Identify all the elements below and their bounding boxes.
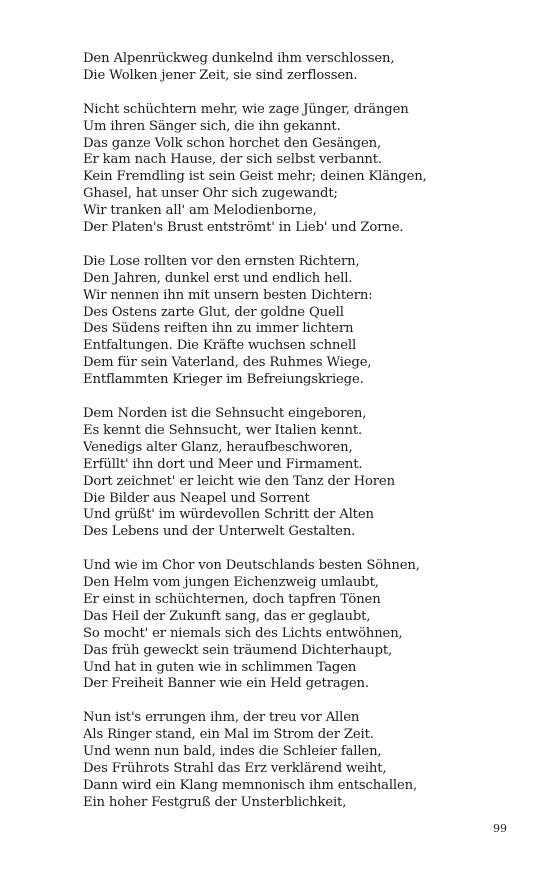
verse-line: Des Frührots Strahl das Erz verklärend weiht, bbox=[83, 760, 387, 776]
poem-text bbox=[83, 51, 523, 812]
verse-line: Dem für sein Vaterland, des Ruhmes Wiege, bbox=[83, 355, 372, 371]
verse-line: Er einst in schüchternen, doch tapfren Tönen bbox=[83, 591, 381, 607]
verse-line: Das ganze Volk schon horchet den Gesängen, bbox=[83, 135, 381, 151]
stanza bbox=[83, 51, 523, 85]
verse-line: Das früh geweckt sein träumend Dichterhaupt, bbox=[83, 642, 393, 658]
verse-line: Und wenn nun bald, indes die Schleier fallen, bbox=[83, 744, 382, 760]
verse-line: Dann wird ein Klang memnonisch ihm entschallen, bbox=[83, 777, 418, 793]
verse-line: Erfüllt' ihn dort und Meer und Firmament. bbox=[83, 456, 363, 472]
verse-line: Entflammten Krieger im Befreiungskriege. bbox=[83, 372, 364, 388]
verse-line: Dort zeichnet' er leicht wie den Tanz der Horen bbox=[83, 473, 395, 489]
page-number: 99 bbox=[493, 822, 507, 835]
verse-line: Dem Norden ist die Sehnsucht eingeboren, bbox=[83, 405, 367, 421]
verse-line: Den Jahren, dunkel erst und endlich hell. bbox=[83, 270, 353, 286]
stanza bbox=[83, 406, 523, 541]
stanza bbox=[83, 558, 523, 693]
verse-line: Als Ringer stand, ein Mal im Strom der Zeit. bbox=[83, 727, 374, 743]
stanza bbox=[83, 102, 523, 237]
verse-line: Die Bilder aus Neapel und Sorrent bbox=[83, 490, 310, 506]
verse-line: Er kam nach Hause, der sich selbst verbannt. bbox=[83, 152, 382, 168]
verse-line: So mocht' er niemals sich des Lichts entwöhnen, bbox=[83, 625, 403, 641]
verse-line: Kein Fremdling ist sein Geist mehr; deinen Klängen, bbox=[83, 169, 427, 185]
verse-line: Das Heil der Zukunft sang, das er geglaubt, bbox=[83, 608, 371, 624]
verse-line: Des Südens reiften ihn zu immer lichtern bbox=[83, 321, 354, 337]
verse-line: Um ihren Sänger sich, die ihn gekannt. bbox=[83, 118, 341, 134]
verse-line: Wir tranken all' am Melodienborne, bbox=[83, 203, 317, 219]
stanza bbox=[83, 710, 523, 811]
verse-line: Wir nennen ihn mit unsern besten Dichtern: bbox=[83, 287, 373, 303]
verse-line: Den Alpenrückweg dunkelnd ihm verschlossen, bbox=[83, 51, 395, 66]
verse-line: Nun ist's errungen ihm, der treu vor Allen bbox=[83, 710, 360, 726]
verse-line: Und hat in guten wie in schlimmen Tagen bbox=[83, 659, 357, 675]
verse-line: Den Helm vom jungen Eichenzweig umlaubt, bbox=[83, 575, 379, 591]
verse-line: Und wie im Chor von Deutschlands besten Söhnen, bbox=[83, 558, 420, 574]
verse-line: Die Lose rollten vor den ernsten Richtern, bbox=[83, 253, 360, 269]
verse-line: Es kennt die Sehnsucht, wer Italien kennt. bbox=[83, 422, 363, 438]
verse-line: Ghasel, hat unser Ohr sich zugewandt; bbox=[83, 186, 338, 202]
verse-line: Nicht schüchtern mehr, wie zage Jünger, drängen bbox=[83, 101, 409, 117]
verse-line: Entfaltungen. Die Kräfte wuchsen schnell bbox=[83, 338, 357, 354]
verse-line: Des Ostens zarte Glut, der goldne Quell bbox=[83, 304, 344, 320]
stanza bbox=[83, 254, 523, 389]
verse-line: Venedigs alter Glanz, heraufbeschworen, bbox=[83, 439, 353, 455]
verse-line: Und grüßt' im würdevollen Schritt der Alten bbox=[83, 507, 374, 523]
verse-line: Des Lebens und der Unterwelt Gestalten. bbox=[83, 524, 356, 540]
verse-line: Die Wolken jener Zeit, sie sind zerflossen. bbox=[83, 67, 358, 83]
verse-line: Ein hoher Festgruß der Unsterblichkeit, bbox=[83, 794, 347, 810]
verse-line: Der Freiheit Banner wie ein Held getragen. bbox=[83, 676, 369, 692]
verse-line: Der Platen's Brust entströmt' in Lieb' und Zorne. bbox=[83, 220, 404, 236]
